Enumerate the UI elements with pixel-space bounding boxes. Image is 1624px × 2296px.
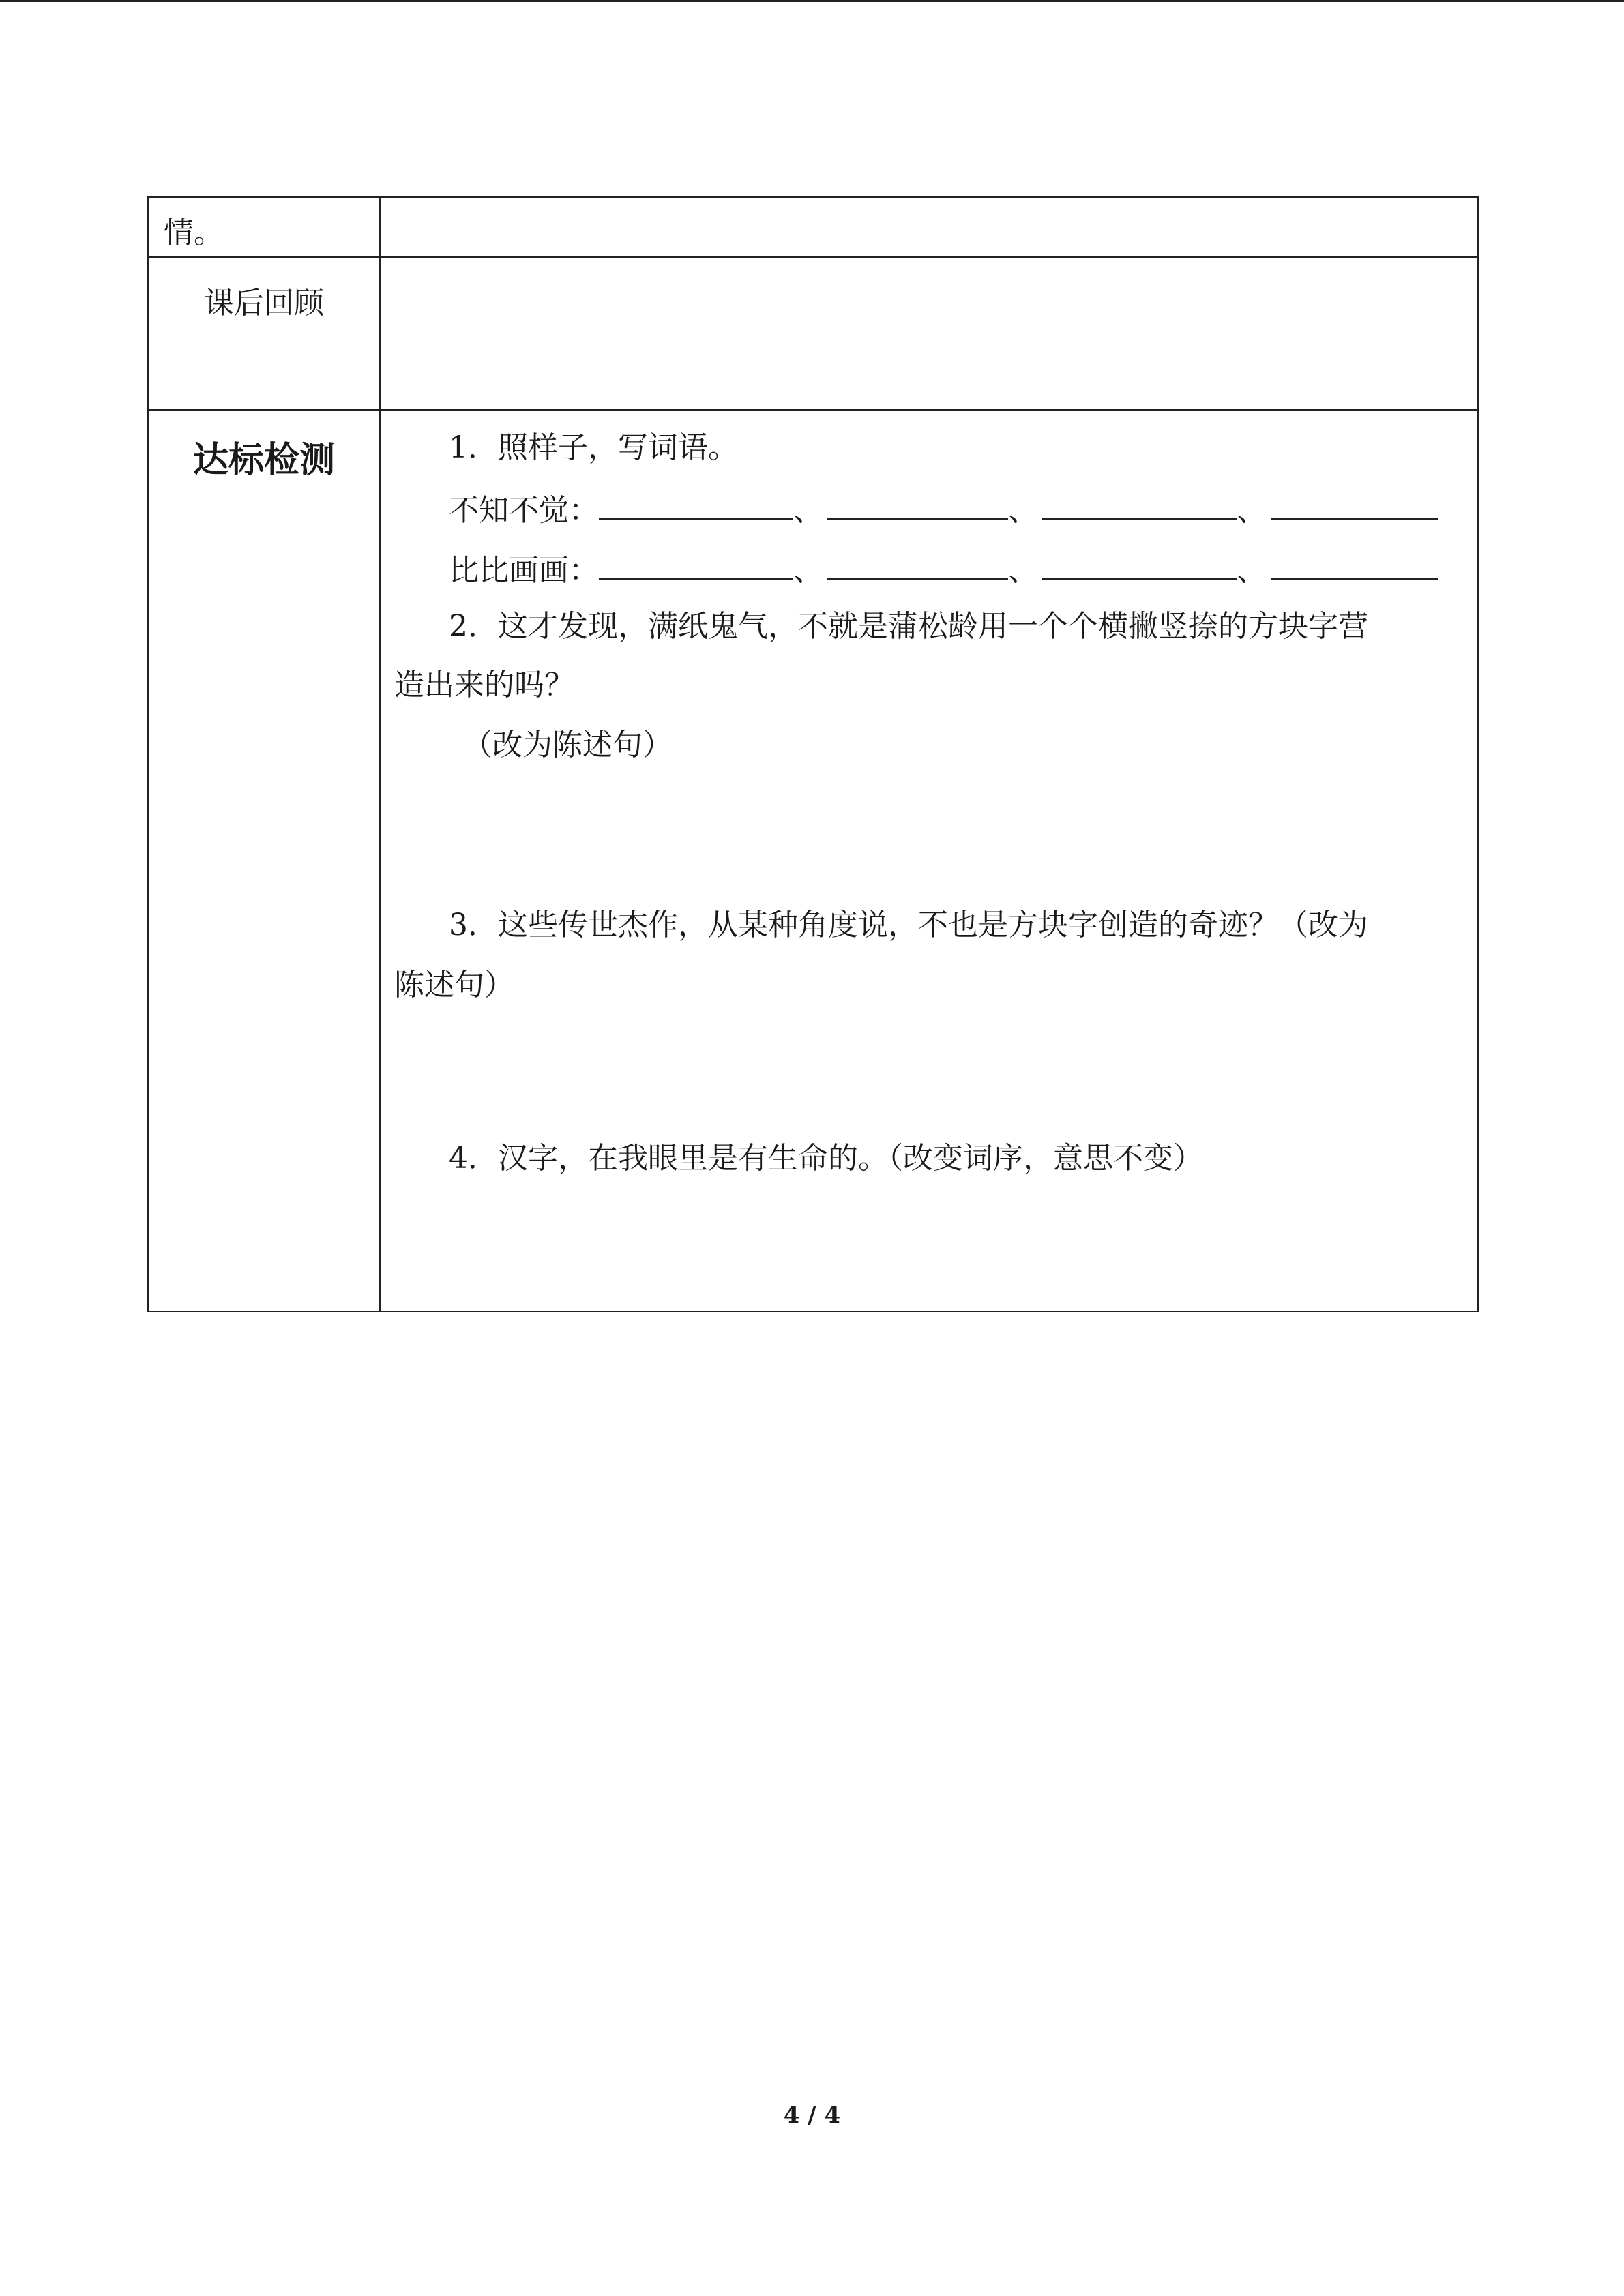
review-label: 课后回顾 — [204, 286, 324, 320]
question-2-line-2: 造出来的吗？ — [394, 668, 574, 702]
separator: 、 — [1008, 493, 1038, 528]
question-2-line-1: 2．这才发现，满纸鬼气，不就是蒲松龄用一个个横撇竖捺的方块字营 — [449, 609, 1368, 644]
example-1-label: 不知不觉： — [449, 493, 599, 528]
answer-blank[interactable] — [599, 491, 793, 520]
separator: 、 — [1008, 553, 1038, 588]
question-3-line-2: 陈述句） — [394, 968, 514, 1002]
continuation-content-cell — [380, 197, 1478, 257]
continuation-row — [148, 197, 1478, 257]
answer-blank[interactable] — [1042, 551, 1237, 580]
question-1-example-1 — [449, 491, 1438, 528]
test-label-cell — [148, 410, 380, 1311]
answer-blank[interactable] — [1271, 491, 1438, 520]
question-2-instruction: （改为陈述句） — [462, 728, 673, 762]
answer-blank[interactable] — [827, 551, 1008, 580]
answer-blank[interactable] — [1042, 491, 1237, 520]
separator: 、 — [1237, 553, 1267, 588]
separator: 、 — [793, 553, 823, 588]
test-content-cell — [380, 410, 1478, 1311]
test-row — [148, 410, 1478, 1311]
top-border-line — [0, 0, 1624, 2]
continuation-text: 情。 — [164, 215, 224, 250]
answer-blank[interactable] — [827, 491, 1008, 520]
question-1-example-2 — [449, 551, 1438, 588]
question-1: 1．照样子，写词语。 — [449, 430, 738, 465]
separator: 、 — [1237, 493, 1267, 528]
lesson-table — [147, 196, 1479, 1312]
test-label: 达标检测 — [192, 440, 335, 481]
separator: 、 — [793, 493, 823, 528]
review-content-cell — [380, 257, 1478, 410]
review-label-cell — [148, 257, 380, 410]
review-row — [148, 257, 1478, 410]
answer-blank[interactable] — [599, 551, 793, 580]
example-2-label: 比比画画： — [449, 553, 599, 588]
continuation-cell — [148, 197, 380, 257]
question-4: 4．汉字，在我眼里是有生命的。（改变词序，意思不变） — [449, 1141, 1203, 1176]
page-number: 4 / 4 — [783, 2102, 841, 2129]
question-3-line-1: 3．这些传世杰作，从某种角度说，不也是方块字创造的奇迹？（改为 — [449, 908, 1368, 942]
answer-blank[interactable] — [1271, 551, 1438, 580]
